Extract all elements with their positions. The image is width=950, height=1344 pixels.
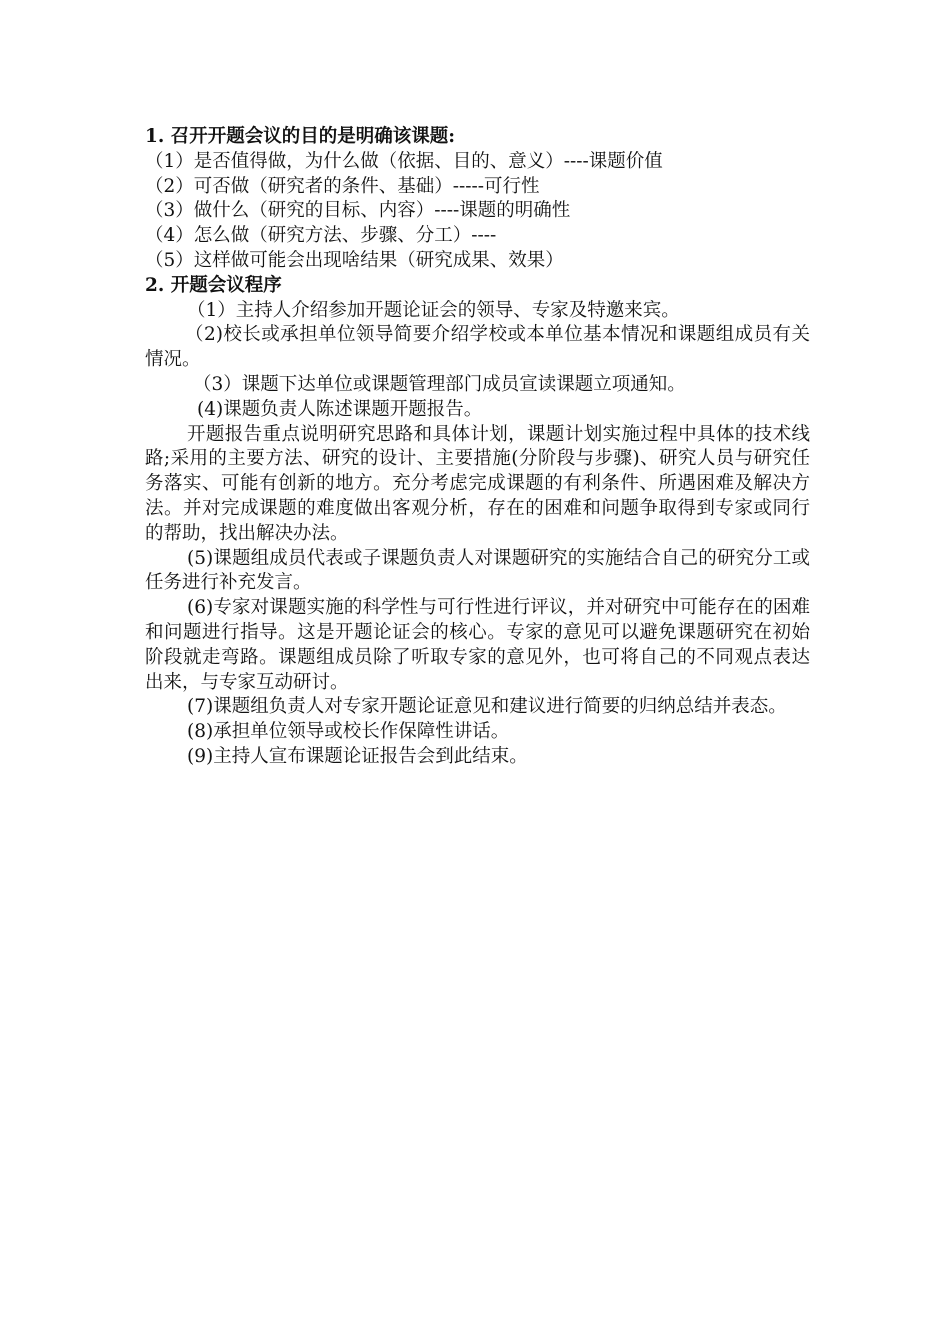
procedure-step-9: (9)主持人宣布课题论证报告会到此结束。 <box>187 745 528 767</box>
procedure-step-5: (5)课题组成员代表或子课题负责人对课题研究的实施结合自己的研究分工或任务进行补充发言。 <box>145 547 810 594</box>
section-1-item-1: （1）是否值得做，为什么做（依据、目的、意义）----课题价值 <box>145 150 663 172</box>
procedure-step-6: (6)专家对课题实施的科学性与可行性进行评议，并对研究中可能存在的困难和问题进行指导。这是开题论证会的核心。专家的意见可以避免课题研究在初始阶段就走弯路。课题组成员除了听取专家的意见外，也可将自己的不同观点表达出来，与专家互动研讨。 <box>145 597 810 693</box>
section-1-item-2: （2）可否做（研究者的条件、基础）-----可行性 <box>145 175 540 197</box>
procedure-step-2: （2)校长或承担单位领导简要介绍学校或本单位基本情况和课题组成员有关情况。 <box>145 324 810 371</box>
procedure-step-8: (8)承担单位领导或校长作保障性讲话。 <box>187 721 510 743</box>
section-1-item-3: （3）做什么（研究的目标、内容）----课题的明确性 <box>145 200 571 222</box>
document-body <box>145 125 810 770</box>
section-2-heading: 2. 开题会议程序 <box>145 274 282 296</box>
procedure-step-7: (7)课题组负责人对专家开题论证意见和建议进行简要的归纳总结并表态。 <box>187 696 787 718</box>
section-1-item-5: （5）这样做可能会出现啥结果（研究成果、效果） <box>145 249 564 271</box>
procedure-step-3: （3）课题下达单位或课题管理部门成员宣读课题立项通知。 <box>193 373 686 395</box>
procedure-step-4: (4)课题负责人陈述课题开题报告。 <box>197 398 483 420</box>
report-focus-paragraph: 开题报告重点说明研究思路和具体计划，课题计划实施过程中具体的技术线路;采用的主要方法、研究的设计、主要措施(分阶段与步骤)、研究人员与研究任务落实、可能有创新的地方。充分考虑完成课题的有利条件、所遇困难及解决方法。并对完成课题的难度做出客观分析，存在的困难和问题争取得到专家或同行的帮助，找出解决办法。 <box>145 423 810 544</box>
section-1-item-4: （4）怎么做（研究方法、步骤、分工）---- <box>145 225 497 247</box>
procedure-step-1: （1）主持人介绍参加开题论证会的领导、专家及特邀来宾。 <box>187 299 680 321</box>
section-1-heading: 1. 召开开题会议的目的是明确该课题: <box>145 126 456 147</box>
